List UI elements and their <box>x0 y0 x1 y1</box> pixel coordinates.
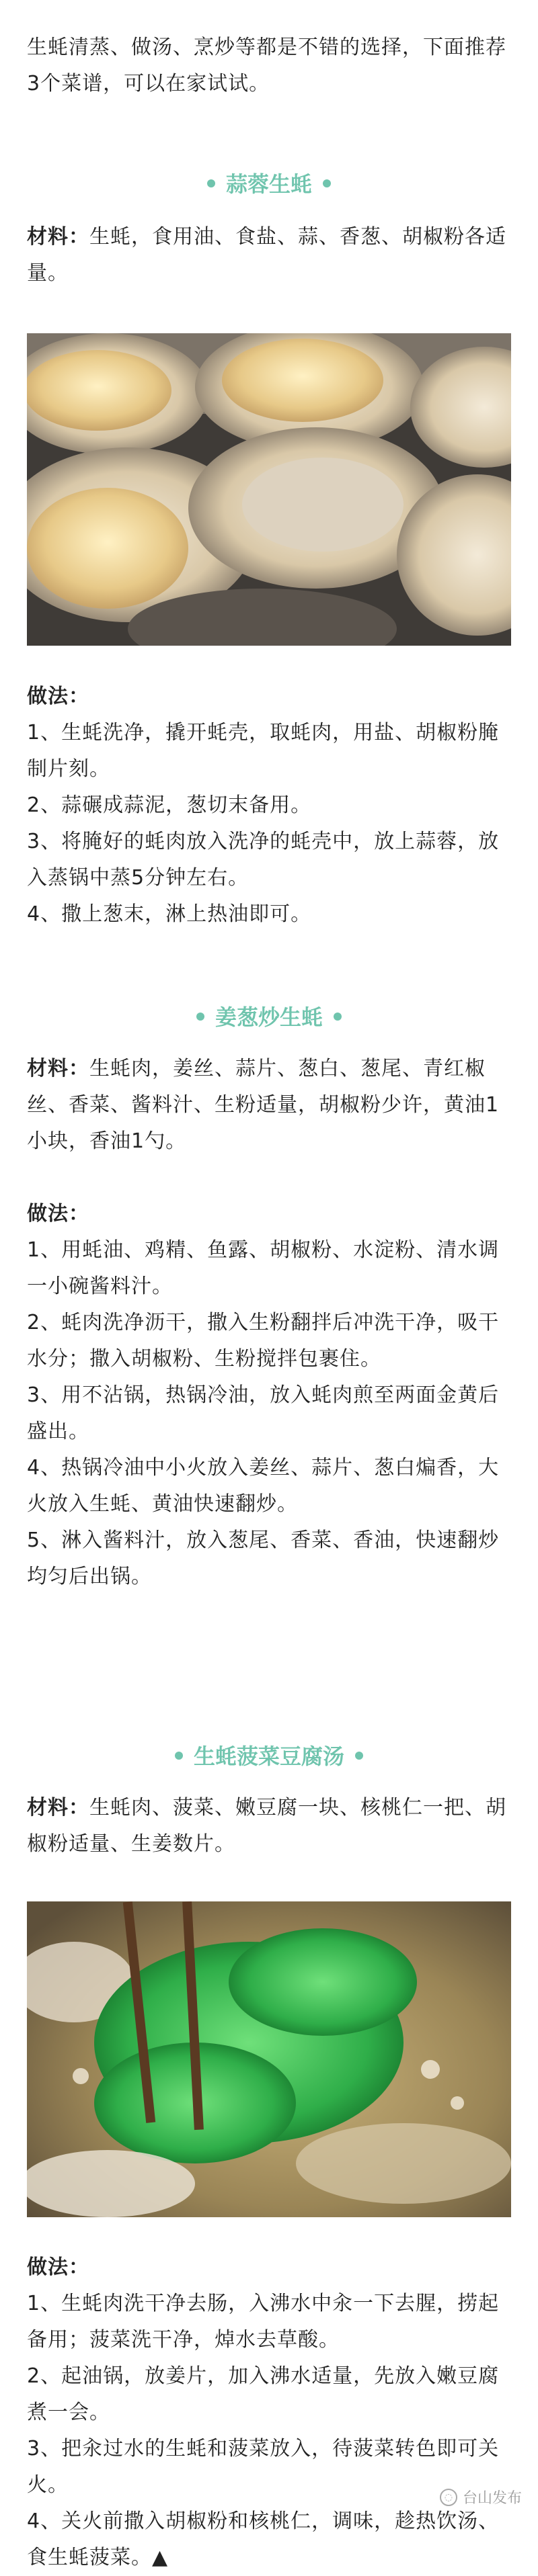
step-item: 2、起油锅，放姜片，加入沸水适量，先放入嫩豆腐煮一会。 <box>27 2364 500 2424</box>
step-item: 1、生蚝肉洗干净去肠，入沸水中汆一下去腥，捞起备用；菠菜洗干净，焯水去草酸。 <box>27 2292 500 2352</box>
recipe-3-title: 生蚝菠菜豆腐汤 <box>193 1744 344 1769</box>
recipe-3-method-label: 做法： <box>27 2256 89 2279</box>
bullet-dot <box>196 1013 204 1021</box>
step-item: 3、用不沾锅，热锅冷油，放入蚝肉煎至两面金黄后盛出。 <box>27 1383 500 1443</box>
watermark-text: 台山发布 <box>462 2490 522 2507</box>
step-item: 4、关火前撒入胡椒粉和核桃仁，调味，趁热饮汤、食生蚝菠菜。▲ <box>27 2509 500 2569</box>
wechat-icon: ◌ <box>440 2489 457 2506</box>
step-item: 5、淋入酱料汁，放入葱尾、香菜、香油，快速翻炒均匀后出锅。 <box>27 1529 500 1588</box>
recipe-1-title: 蒜蓉生蚝 <box>225 171 312 197</box>
recipe-1-heading <box>0 168 538 200</box>
recipe-3-steps <box>27 2286 514 2576</box>
spinach-soup-photo <box>27 1901 511 2217</box>
recipe-2-heading <box>0 1001 538 1033</box>
recipe-2-method-label: 做法： <box>27 1202 89 1226</box>
recipe-1-materials <box>27 219 514 292</box>
materials-label: 材料： <box>27 225 89 249</box>
materials-label: 材料： <box>27 1796 89 1819</box>
bullet-dot <box>175 1752 183 1760</box>
step-item: 4、撒上葱末，淋上热油即可。 <box>27 902 312 926</box>
step-item: 4、热锅冷油中小火放入姜丝、蒜片、葱白煸香，大火放入生蚝、黄油快速翻炒。 <box>27 1456 500 1516</box>
step-item: 2、蒜碾成蒜泥，葱切末备用。 <box>27 793 312 817</box>
step-item: 3、将腌好的蚝肉放入洗净的蚝壳中，放上蒜蓉，放入蒸锅中蒸5分钟左右。 <box>27 830 500 890</box>
recipe-3-heading <box>0 1740 538 1772</box>
garlic-oyster-photo <box>27 333 511 646</box>
materials-text: 生蚝肉，姜丝、蒜片、葱白、葱尾、青红椒丝、香菜、酱料汁、生粉适量，胡椒粉少许，黄油1小块，香油1勺。 <box>27 1057 500 1153</box>
bullet-dot <box>334 1013 342 1021</box>
step-item: 3、把汆过水的生蚝和菠菜放入，待菠菜转色即可关火。 <box>27 2437 500 2497</box>
recipe-1-method-label: 做法： <box>27 685 89 708</box>
recipe-1-steps <box>27 715 514 933</box>
bullet-dot <box>355 1752 363 1760</box>
materials-text: 生蚝肉、菠菜、嫩豆腐一块、核桃仁一把、胡椒粉适量、生姜数片。 <box>27 1796 506 1856</box>
source-watermark <box>440 2487 522 2507</box>
recipe-3-materials <box>27 1790 514 1862</box>
intro-text: 生蚝清蒸、做汤、烹炒等都是不错的选择，下面推荐3个菜谱，可以在家试试。 <box>27 36 506 95</box>
bullet-dot <box>323 179 331 187</box>
recipe-2-title: 姜葱炒生蚝 <box>215 1004 323 1030</box>
step-item: 1、用蚝油、鸡精、鱼露、胡椒粉、水淀粉、清水调一小碗酱料汁。 <box>27 1238 500 1298</box>
materials-text: 生蚝，食用油、食盐、蒜、香葱、胡椒粉各适量。 <box>27 225 506 285</box>
step-item: 2、蚝肉洗净沥干，撒入生粉翻拌后冲洗干净，吸干水分；撒入胡椒粉、生粉搅拌包裹住。 <box>27 1311 500 1371</box>
materials-label: 材料： <box>27 1057 89 1080</box>
step-item: 1、生蚝洗净，撬开蚝壳，取蚝肉，用盐、胡椒粉腌制片刻。 <box>27 721 500 781</box>
recipe-2-steps <box>27 1232 514 1595</box>
bullet-dot <box>207 179 215 187</box>
recipe-2-materials <box>27 1051 514 1160</box>
